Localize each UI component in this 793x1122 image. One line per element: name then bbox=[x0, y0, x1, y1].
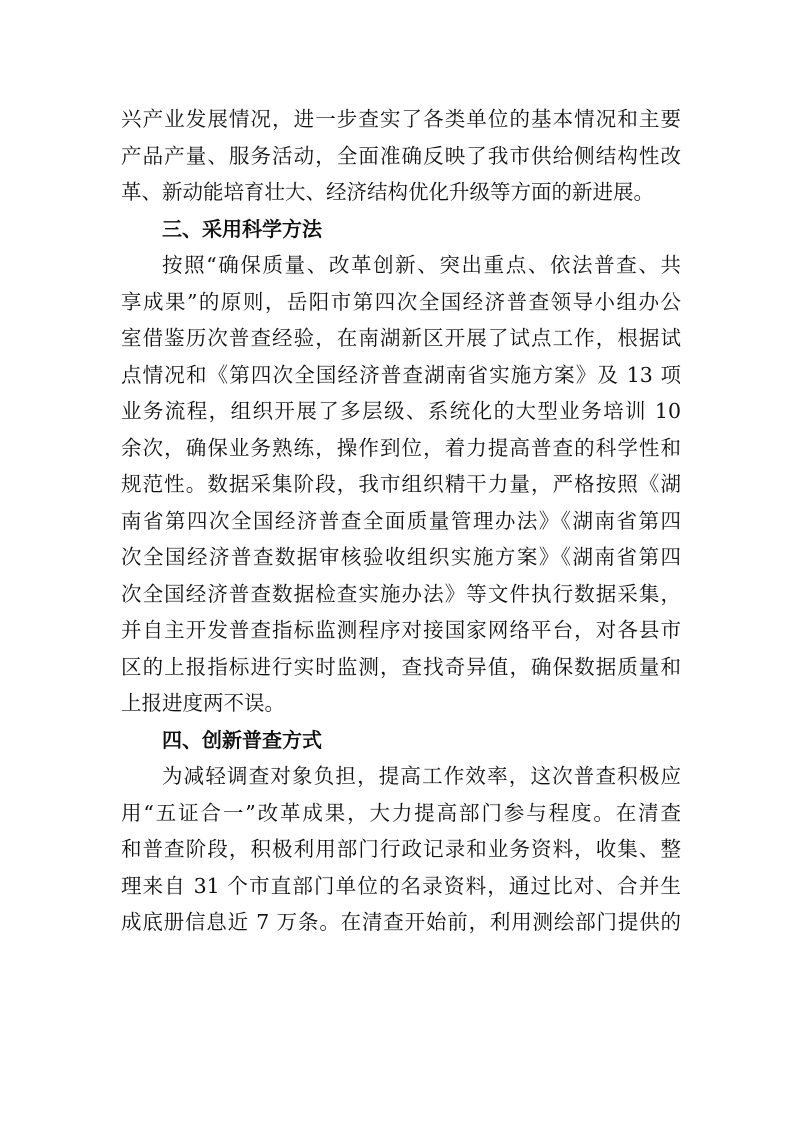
text-line: 上报进度两不误。 bbox=[121, 691, 285, 715]
text-line: 革、新动能培育壮大、经济结构优化升级等方面的新进展。 bbox=[121, 180, 654, 204]
text-line: 次全国经济普查数据检查实施办法》等文件执行数据采集， bbox=[121, 581, 681, 606]
text-line: 次全国经济普查数据审核验收组织实施方案》《湖南省第四 bbox=[121, 545, 681, 569]
text-line: 成底册信息近 7 万条。在清查开始前，利用测绘部门提供的 bbox=[121, 910, 681, 934]
text-line: 区的上报指标进行实时监测，查找奇异值，确保数据质量和 bbox=[121, 654, 681, 679]
document-body bbox=[121, 101, 681, 941]
text-line: 按照“确保质量、改革创新、突出重点、依法普查、共 bbox=[162, 253, 681, 277]
text-line: 理来自 31 个市直部门单位的名录资料，通过比对、合并生 bbox=[121, 873, 681, 898]
section-heading-three: 三、采用科学方法 bbox=[162, 216, 322, 241]
text-line: 用“五证合一”改革成果，大力提高部门参与程度。在清查 bbox=[121, 800, 681, 825]
text-line: 余次，确保业务熟练，操作到位，着力提高普查的科学性和 bbox=[121, 435, 681, 460]
text-line: 享成果”的原则，岳阳市第四次全国经济普查领导小组办公 bbox=[121, 289, 681, 314]
text-line: 规范性。数据采集阶段，我市组织精干力量，严格按照《湖 bbox=[121, 472, 681, 496]
section-heading-four: 四、创新普查方式 bbox=[162, 727, 322, 752]
text-line: 产品产量、服务活动，全面准确反映了我市供给侧结构性改 bbox=[121, 143, 681, 168]
text-line: 兴产业发展情况，进一步查实了各类单位的基本情况和主要 bbox=[121, 107, 681, 131]
text-line: 和普查阶段，积极利用部门行政记录和业务资料，收集、整 bbox=[121, 837, 681, 861]
text-line: 南省第四次全国经济普查全面质量管理办法》《湖南省第四 bbox=[121, 508, 681, 533]
text-line: 为减轻调查对象负担，提高工作效率，这次普查积极应 bbox=[162, 764, 681, 788]
text-line: 并自主开发普查指标监测程序对接国家网络平台，对各县市 bbox=[121, 618, 681, 642]
text-line: 业务流程，组织开展了多层级、系统化的大型业务培训 10 bbox=[121, 399, 681, 423]
text-line: 点情况和《第四次全国经济普查湖南省实施方案》及 13 项 bbox=[121, 362, 681, 387]
text-line: 室借鉴历次普查经验，在南湖新区开展了试点工作，根据试 bbox=[121, 326, 681, 350]
